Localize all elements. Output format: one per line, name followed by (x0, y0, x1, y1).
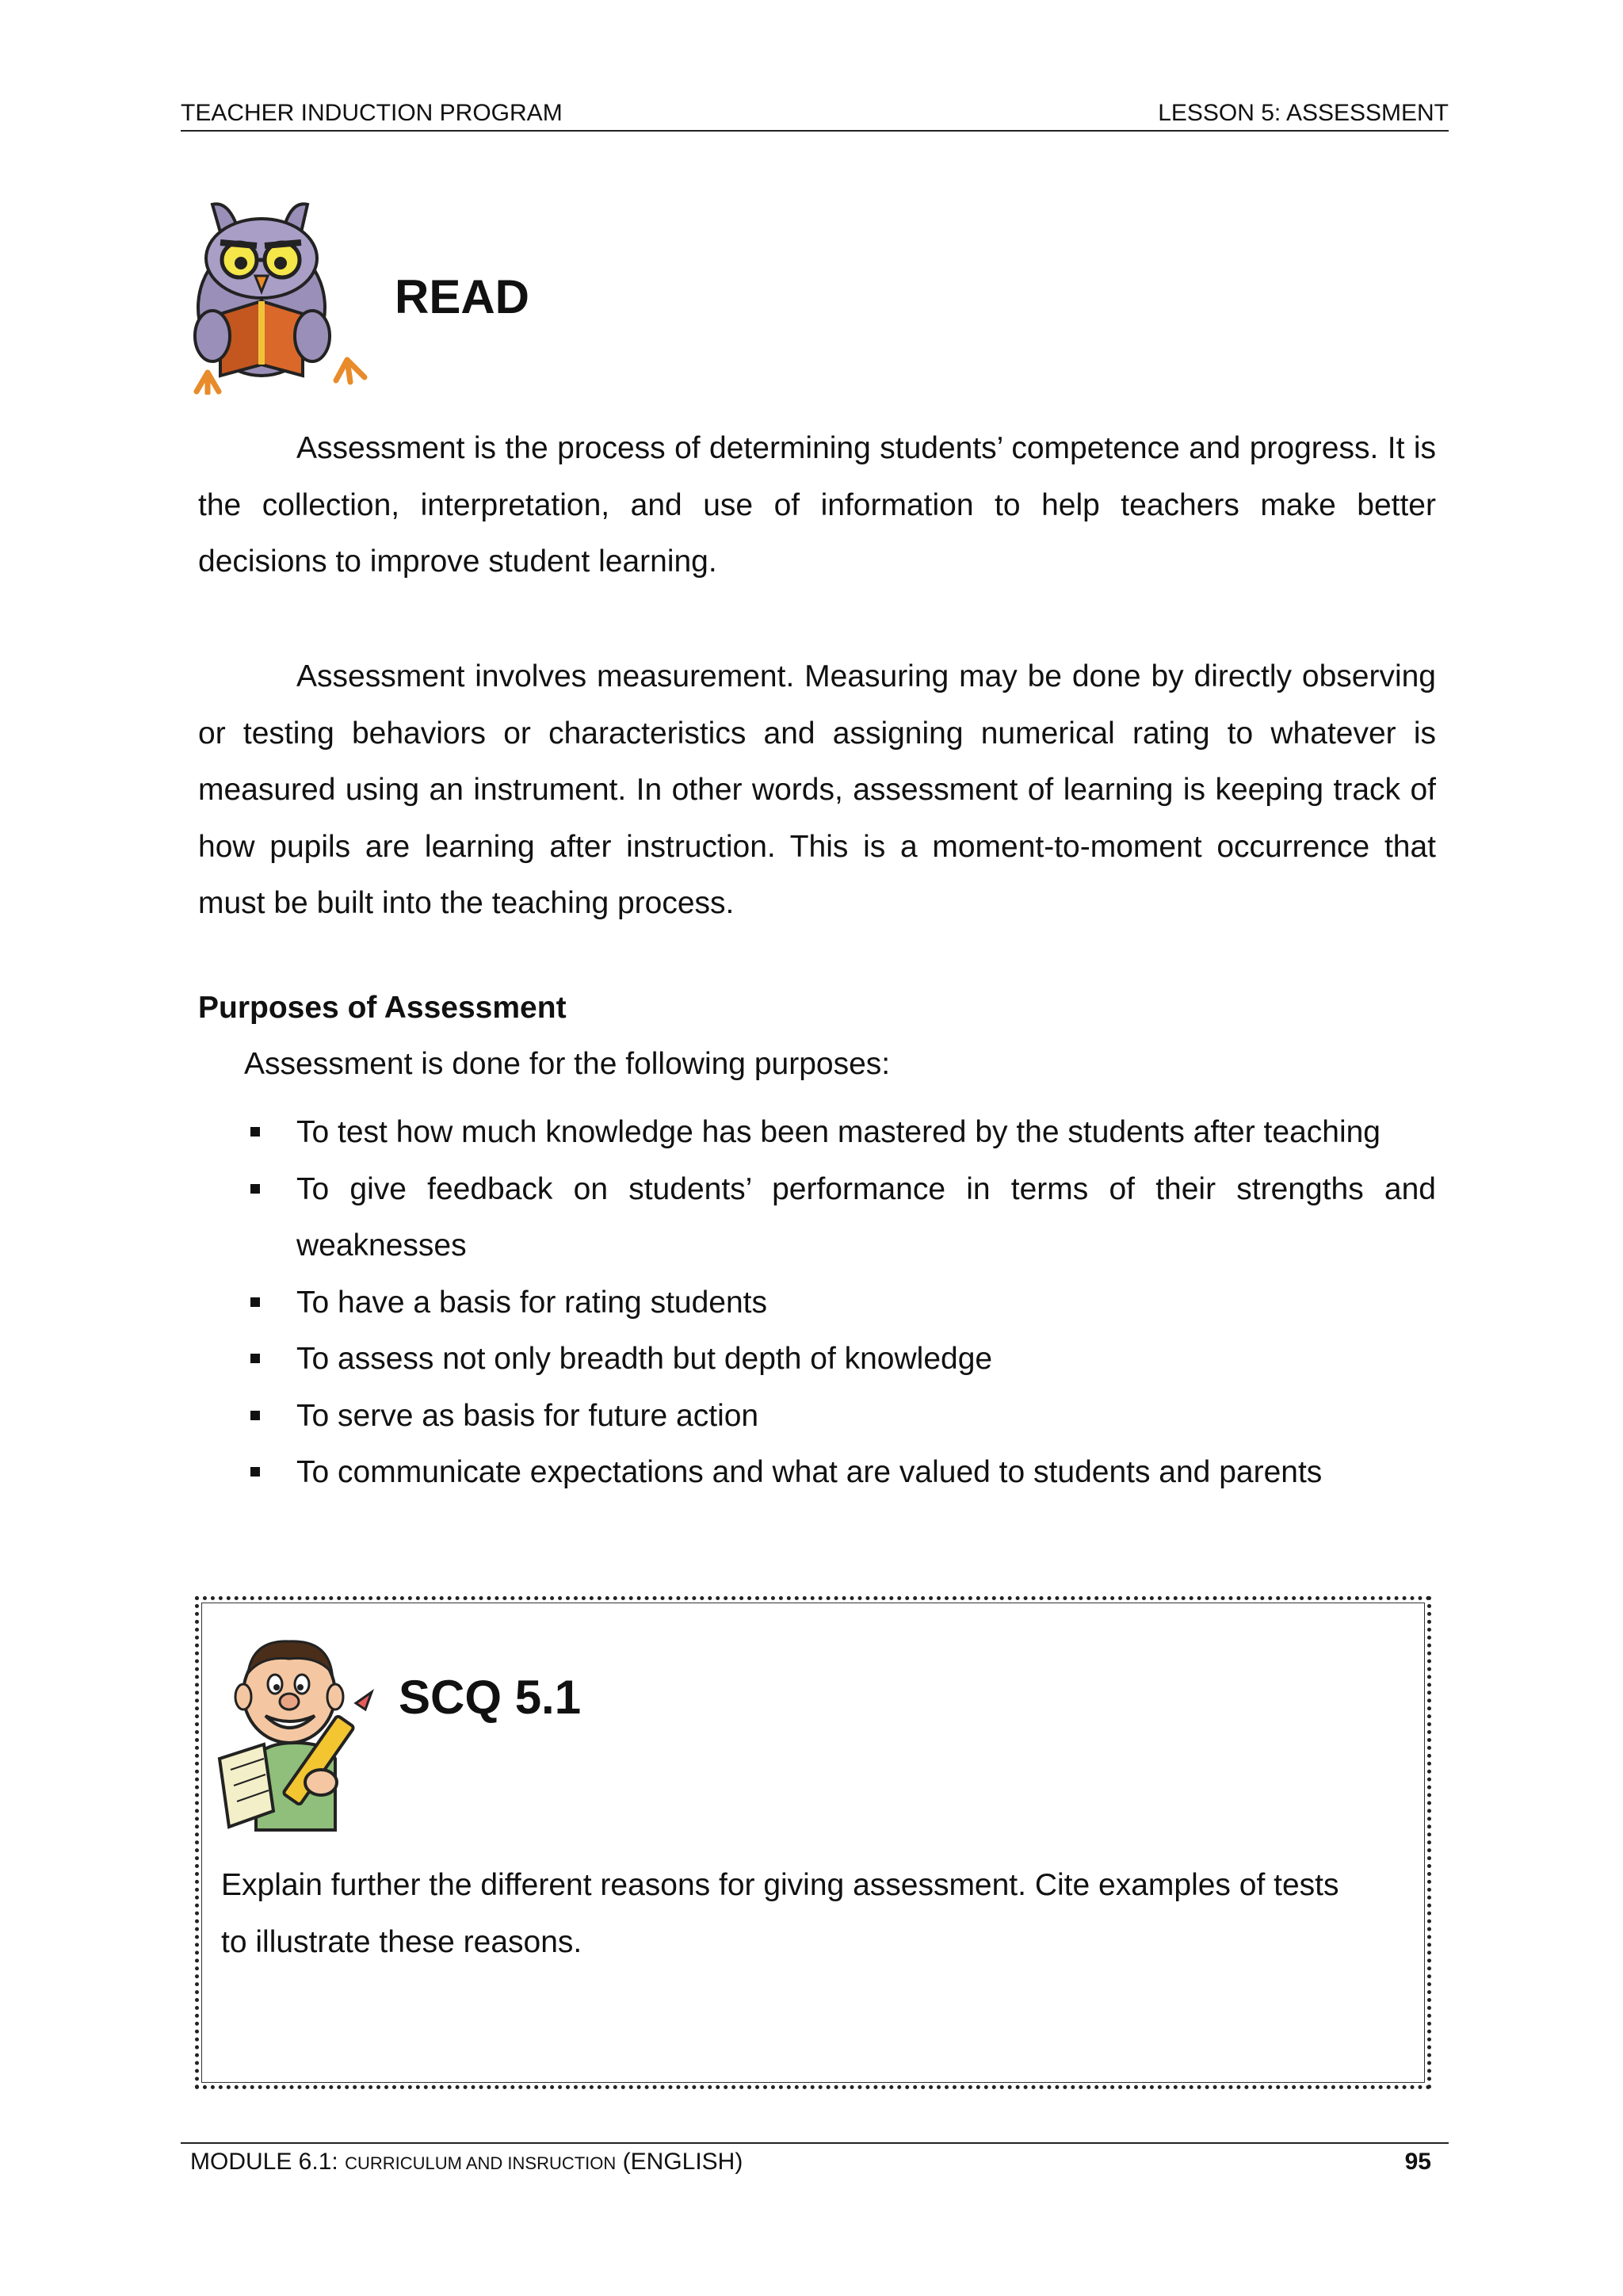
square-bullet-icon (250, 1184, 260, 1194)
scq-question-text: Explain further the different reasons for giving assessment. Cite examples of tests to illustrate these reasons. (221, 1868, 1339, 1959)
list-item-text: To give feedback on students’ performance in terms of their strengths and weaknesses (296, 1171, 1436, 1263)
footer-module-suffix: (ENGLISH) (616, 2149, 743, 2175)
list-item (246, 1331, 1436, 1388)
man-with-pencil-icon (216, 1624, 375, 1838)
square-bullet-icon (250, 1467, 260, 1477)
list-item (246, 1444, 1436, 1501)
list-item-text: To communicate expectations and what are valued to students and parents (296, 1455, 1323, 1489)
paragraph-assessment-measurement: Assessment involves measurement. Measuring may be done by directly observing or testing behaviors or characteristics and assigning numerical rating to whatever is measured using an instrument. In other words, assessment of learning is keeping track of how pupils are learning after instruction. This is a moment-to-moment occurrence that must be built into the teaching process. (198, 659, 1436, 920)
owl-reading-book-icon (189, 197, 379, 395)
purposes-list (246, 1104, 1436, 1501)
footer-module-name: CURRICULUM AND INSRUCTION (345, 2153, 617, 2173)
square-bullet-icon (250, 1297, 260, 1307)
page-header (181, 97, 1449, 132)
footer-module-label (190, 2149, 743, 2176)
page-number: 95 (1404, 2149, 1431, 2175)
scq-title: SCQ 5.1 (399, 1671, 582, 1724)
scq-box (195, 1596, 1431, 2089)
purposes-heading: Purposes of Assessment (198, 991, 567, 1025)
list-item-text: To test how much knowledge has been mastered by the students after teaching (296, 1115, 1381, 1149)
list-item (246, 1161, 1436, 1274)
list-item-text: To have a basis for rating students (296, 1285, 768, 1320)
list-item-text: To serve as basis for future action (296, 1398, 759, 1433)
list-item (246, 1104, 1436, 1161)
square-bullet-icon (250, 1127, 260, 1137)
paragraph-assessment-definition: Assessment is the process of determining students’ competence and progress. It is the collection, interpretation, and use of information to help teachers make better decisions to improve student learning. (198, 431, 1436, 579)
page-footer (181, 2142, 1449, 2176)
read-section-title: READ (395, 270, 530, 323)
footer-module-prefix: MODULE 6.1: (190, 2149, 346, 2175)
header-lesson-title: LESSON 5: ASSESSMENT (1158, 100, 1449, 126)
list-item-text: To assess not only breadth but depth of knowledge (296, 1342, 993, 1376)
square-bullet-icon (250, 1411, 260, 1420)
list-item (246, 1388, 1436, 1445)
purposes-intro: Assessment is done for the following purposes: (244, 1047, 891, 1081)
header-program-title: TEACHER INDUCTION PROGRAM (181, 100, 563, 126)
list-item (246, 1274, 1436, 1331)
square-bullet-icon (250, 1354, 260, 1363)
